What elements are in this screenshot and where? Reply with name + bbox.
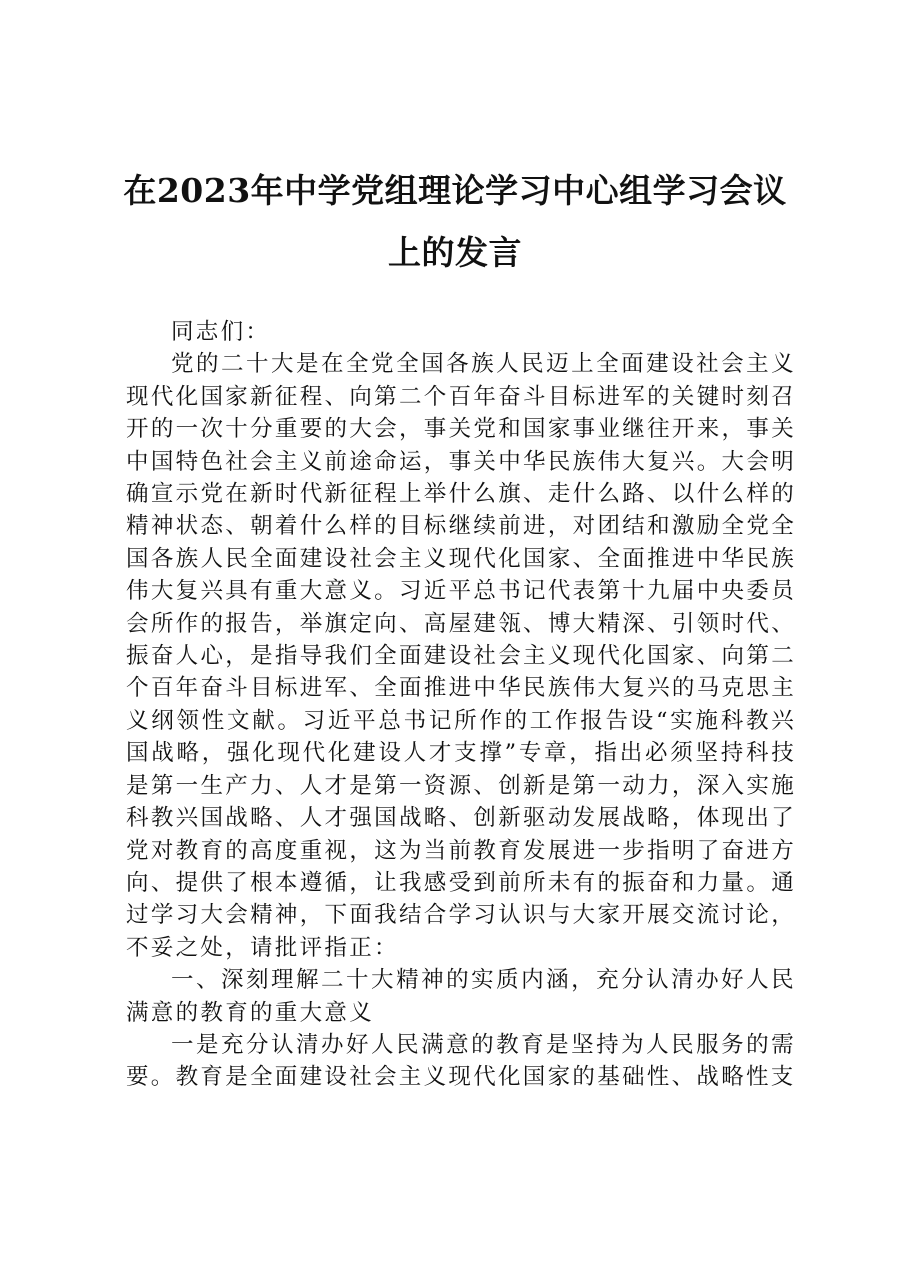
paragraph: 党的二十大是在全党全国各族人民迈上全面建设社会主义现代化国家新征程、向第二个百年奋斗目标进军的关键时刻召开的一次十分重要的大会，事关党和国家事业继往开来，事关中国特色社会主义前途命运，事关中华民族伟大复兴。大会明确宣示党在新时代新征程上举什么旗、走什么路、以什么样的精神状态、朝着什么样的目标继续前进，对团结和激励全党全国各族人民全面建设社会主义现代化国家、全面推进中华民族伟大复兴具有重大意义。习近平总书记代表第十九届中央委员会所作的报告，举旗定向、高屋建瓴、博大精深、引领时代、振奋人心，是指导我们全面建设社会主义现代化国家、向第二个百年奋斗目标进军、全面推进中华民族伟大复兴的马克思主义纲领性文献。习近平总书记所作的工作报告设“实施科教兴国战略，强化现代化建设人才支撑”专章，指出必须坚持科技是第一生产力、人才是第一资源、创新是第一动力，深入实施科教兴国战略、人才强国战略、创新驱动发展战略，体现出了党对教育的高度重视，这为当前教育发展进一步指明了奋进方向、提供了根本遵循，让我感受到前所未有的振奋和力量。通过学习大会精神，下面我结合学习认识与大家开展交流讨论，不妥之处，请批评指正：	[126, 351, 796, 961]
title-line-2: 上的发言	[388, 233, 522, 272]
salutation: 同志们：	[171, 319, 271, 345]
paragraph: 一是充分认清办好人民满意的教育是坚持为人民服务的需要。教育是全面建设社会主义现代化国家的基础性、战略性支	[126, 1031, 796, 1091]
document-title	[110, 160, 800, 284]
title-line-1: 在2023年中学党组理论学习中心组学习会议	[123, 171, 787, 210]
document-body	[126, 316, 796, 1094]
section-heading: 一、深刻理解二十大精神的实质内涵，充分认清办好人民满意的教育的重大意义	[126, 967, 796, 1026]
